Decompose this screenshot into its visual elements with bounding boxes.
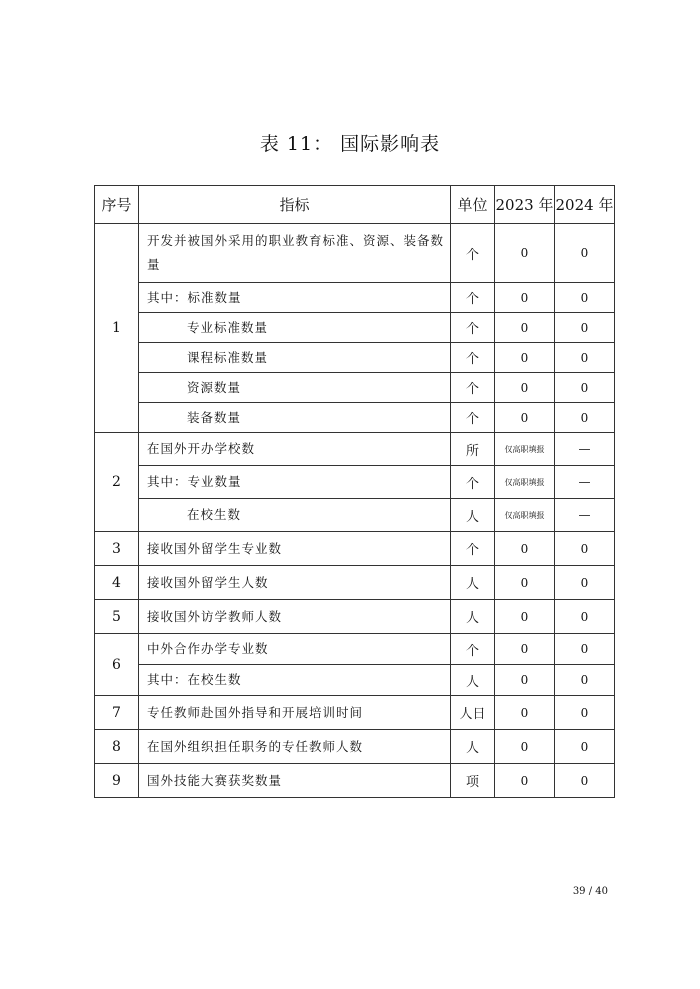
- value-2024-cell: 0: [555, 283, 615, 313]
- table-row: [95, 730, 615, 764]
- table-row: [95, 600, 615, 634]
- table-row: [95, 499, 615, 532]
- table-row: [95, 532, 615, 566]
- unit-cell: 人: [451, 499, 495, 532]
- unit-cell: 个: [451, 343, 495, 373]
- unit-cell: 所: [451, 433, 495, 466]
- value-2023-cell: 0: [495, 566, 555, 600]
- value-2023-cell: 仅高职填报: [495, 433, 555, 466]
- page-title: 表 11： 国际影响表: [259, 133, 441, 155]
- indicator-cell: 接收国外留学生专业数: [139, 532, 451, 566]
- header-2023: 2023 年: [495, 186, 555, 224]
- value-2024-cell: —: [555, 466, 615, 499]
- indicator-cell: 在国外组织担任职务的专任教师人数: [139, 730, 451, 764]
- value-2024-cell: 0: [555, 764, 615, 798]
- indicator-cell: 其中：专业数量: [139, 466, 451, 499]
- header-unit: 单位: [451, 186, 495, 224]
- unit-cell: 人: [451, 730, 495, 764]
- indicator-cell: 中外合作办学专业数: [139, 634, 451, 665]
- unit-cell: 个: [451, 532, 495, 566]
- value-2024-cell: 0: [555, 566, 615, 600]
- value-2023-cell: 0: [495, 532, 555, 566]
- value-2023-cell: 0: [495, 403, 555, 433]
- indicator-cell: 开发并被国外采用的职业教育标准、资源、装备数量: [139, 224, 451, 283]
- table-row: [95, 566, 615, 600]
- indicator-cell: 其中：在校生数: [139, 665, 451, 696]
- seq-cell: 6: [95, 634, 139, 696]
- value-2024-cell: —: [555, 499, 615, 532]
- value-2024-cell: 0: [555, 665, 615, 696]
- value-2024-cell: 0: [555, 600, 615, 634]
- indicator-cell: 接收国外留学生人数: [139, 566, 451, 600]
- indicator-cell: 专任教师赴国外指导和开展培训时间: [139, 696, 451, 730]
- table-row: [95, 403, 615, 433]
- value-2023-cell: 0: [495, 313, 555, 343]
- seq-cell: 3: [95, 532, 139, 566]
- table-row: [95, 224, 615, 283]
- value-2024-cell: 0: [555, 730, 615, 764]
- unit-cell: 人: [451, 600, 495, 634]
- seq-cell: 2: [95, 433, 139, 532]
- value-2023-cell: 0: [495, 600, 555, 634]
- table-row: [95, 696, 615, 730]
- indicator-cell: 国外技能大赛获奖数量: [139, 764, 451, 798]
- indicator-cell: 其中：标准数量: [139, 283, 451, 313]
- header-indicator: 指标: [139, 186, 451, 224]
- indicator-cell: 课程标准数量: [139, 343, 451, 373]
- value-2023-cell: 0: [495, 696, 555, 730]
- value-2024-cell: 0: [555, 313, 615, 343]
- value-2023-cell: 仅高职填报: [495, 466, 555, 499]
- table-row: [95, 433, 615, 466]
- indicator-cell: 在校生数: [139, 499, 451, 532]
- value-2023-cell: 0: [495, 373, 555, 403]
- seq-cell: 5: [95, 600, 139, 634]
- indicator-cell: 在国外开办学校数: [139, 433, 451, 466]
- value-2023-cell: 0: [495, 764, 555, 798]
- header-2024: 2024 年: [555, 186, 615, 224]
- table-row: [95, 313, 615, 343]
- unit-cell: 个: [451, 313, 495, 343]
- table-row: [95, 634, 615, 665]
- table-row: [95, 283, 615, 313]
- indicator-cell: 装备数量: [139, 403, 451, 433]
- page-number: 39 / 40: [572, 886, 608, 897]
- unit-cell: 个: [451, 403, 495, 433]
- seq-cell: 1: [95, 224, 139, 433]
- international-impact-table: [94, 185, 615, 798]
- unit-cell: 人: [451, 566, 495, 600]
- value-2023-cell: 0: [495, 730, 555, 764]
- value-2023-cell: 0: [495, 224, 555, 283]
- seq-cell: 9: [95, 764, 139, 798]
- value-2024-cell: 0: [555, 634, 615, 665]
- table-row: [95, 373, 615, 403]
- unit-cell: 人: [451, 665, 495, 696]
- value-2024-cell: 0: [555, 403, 615, 433]
- value-2023-cell: 0: [495, 343, 555, 373]
- unit-cell: 个: [451, 373, 495, 403]
- unit-cell: 个: [451, 283, 495, 313]
- value-2024-cell: 0: [555, 343, 615, 373]
- unit-cell: 项: [451, 764, 495, 798]
- unit-cell: 个: [451, 224, 495, 283]
- seq-cell: 8: [95, 730, 139, 764]
- value-2024-cell: 0: [555, 696, 615, 730]
- value-2024-cell: —: [555, 433, 615, 466]
- value-2023-cell: 0: [495, 283, 555, 313]
- table-row: [95, 665, 615, 696]
- unit-cell: 个: [451, 634, 495, 665]
- value-2023-cell: 仅高职填报: [495, 499, 555, 532]
- table-row: [95, 343, 615, 373]
- seq-cell: 4: [95, 566, 139, 600]
- indicator-cell: 专业标准数量: [139, 313, 451, 343]
- seq-cell: 7: [95, 696, 139, 730]
- value-2024-cell: 0: [555, 224, 615, 283]
- table-row: [95, 466, 615, 499]
- value-2023-cell: 0: [495, 665, 555, 696]
- table-header-row: [95, 186, 615, 224]
- value-2023-cell: 0: [495, 634, 555, 665]
- table-row: [95, 764, 615, 798]
- value-2024-cell: 0: [555, 373, 615, 403]
- unit-cell: 个: [451, 466, 495, 499]
- indicator-cell: 接收国外访学教师人数: [139, 600, 451, 634]
- indicator-cell: 资源数量: [139, 373, 451, 403]
- unit-cell: 人日: [451, 696, 495, 730]
- value-2024-cell: 0: [555, 532, 615, 566]
- header-seq: 序号: [95, 186, 139, 224]
